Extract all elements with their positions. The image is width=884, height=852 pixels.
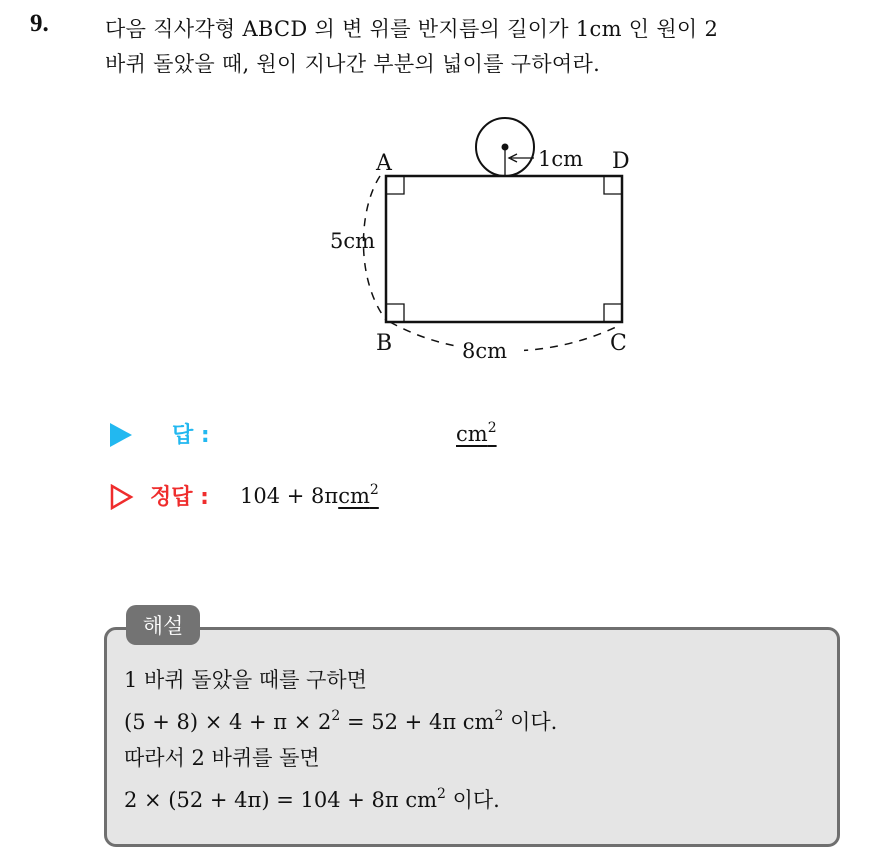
answer-label: 답 : [172,423,210,448]
question-number: 9. [30,10,49,37]
correct-answer-unit-exponent: 2 [369,482,379,498]
correct-answer-row [110,480,530,516]
solution-line-1: 1 바퀴 돌았을 때를 구하면 [124,668,367,692]
vertex-label-a: A [376,151,392,176]
answer-blank-unit[interactable] [456,420,497,446]
right-angle-mark-d [604,176,622,194]
correct-answer-label: 정답 : [150,485,209,510]
solution-line-2-rhs: = 52 + 4π cm [340,710,495,734]
solution-line-2-tail: 이다. [503,710,558,734]
correct-answer-unit-text: cm [338,484,370,508]
solution-line-4-expression: 2 × (52 + 4π) = 104 + 8π cm [124,788,438,812]
correct-answer-expression: 104 + 8π [240,484,339,508]
solution-content [124,662,557,818]
solution-line-2-expression: (5 + 8) × 4 + π × 2 [124,710,332,734]
right-angle-mark-b [386,304,404,322]
correct-answer-value [240,482,379,508]
answer-unit-text: cm [456,422,488,446]
solution-line-4-unit-exponent: 2 [437,786,446,802]
solution-tag: 해설 [126,605,200,645]
solution-line-2-unit-exponent: 2 [494,708,504,724]
right-angle-mark-a [386,176,404,194]
radius-label: 1cm [538,147,584,171]
question-text-line-1: 다음 직사각형 ABCD 의 변 위를 반지름의 길이가 1cm 인 원이 2 [105,17,719,41]
outline-right-triangle-icon [110,484,134,510]
vertex-label-c: C [610,331,627,356]
answer-unit-exponent: 2 [487,420,497,436]
solution-line-3: 따라서 2 바퀴를 돌면 [124,746,320,770]
rectangle-abcd [386,176,622,322]
solution-line-4 [124,776,557,818]
filled-right-triangle-icon [110,423,132,447]
side-ab-label: 5cm [330,229,376,253]
side-bc-label: 8cm [462,339,508,363]
question-text-line-2: 바퀴 돌았을 때, 원이 지나간 부분의 넓이를 구하여라. [105,52,601,76]
solution-line-2 [124,698,557,740]
rectangle-figure [318,110,648,375]
solution-line-2-exponent: 2 [331,708,341,724]
question-text [105,12,870,82]
solution-line-4-tail: 이다. [445,788,500,812]
right-angle-mark-c [604,304,622,322]
vertex-label-b: B [376,331,393,356]
correct-answer-unit [338,484,379,508]
vertex-label-d: D [612,149,630,174]
answer-row [110,418,530,454]
